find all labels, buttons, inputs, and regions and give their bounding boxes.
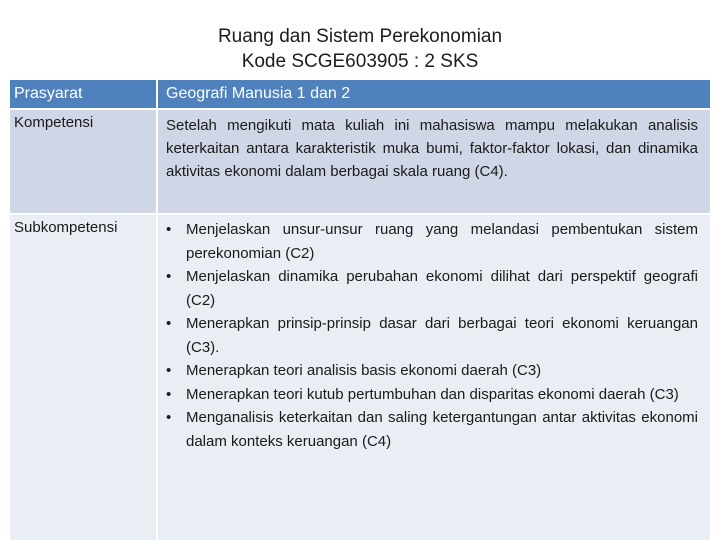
- list-item: [166, 312, 698, 359]
- list-item-text: Menjelaskan unsur-unsur ruang yang melandasi pembentukan sistem perekonomian (C2): [186, 221, 698, 262]
- row-label: Prasyarat: [14, 85, 83, 102]
- course-title: Ruang dan Sistem Perekonomian: [217, 26, 503, 47]
- table-row-subcompetency: [10, 215, 710, 540]
- list-item: [166, 359, 698, 383]
- page-title: [0, 24, 720, 74]
- table-row-prerequisite: [10, 80, 710, 108]
- list-item-text: Menganalisis keterkaitan dan saling ketergantungan antar aktivitas ekonomi dalam konteks keruangan (C4): [186, 409, 698, 450]
- subcompetency-list: [166, 215, 698, 453]
- list-item: [166, 218, 698, 265]
- course-code: Kode SCGE603905 : 2 SKS: [241, 51, 479, 72]
- list-item: [166, 383, 698, 407]
- row-label: Kompetensi: [14, 114, 94, 131]
- list-item-text: Menerapkan teori analisis basis ekonomi daerah (C3): [186, 362, 542, 379]
- bullet-icon: •: [166, 268, 172, 285]
- row-label: Subkompetensi: [14, 219, 118, 236]
- bullet-icon: •: [166, 221, 172, 238]
- list-item: [166, 265, 698, 312]
- list-item-text: Menjelaskan dinamika perubahan ekonomi dilihat dari perspektif geografi (C2): [186, 268, 698, 309]
- bullet-icon: •: [166, 315, 172, 332]
- list-item-text: Menerapkan prinsip-prinsip dasar dari berbagai teori ekonomi keruangan (C3).: [186, 315, 698, 356]
- row-value: [156, 215, 710, 540]
- course-table: [10, 80, 710, 540]
- table-row-competency: [10, 110, 710, 213]
- row-value: Setelah mengikuti mata kuliah ini mahasiswa mampu melakukan analisis keterkaitan antara karakteristik muka bumi, faktor-faktor lokasi, dan dinamika aktivitas ekonomi dalam berbagai skala ruang (C4).: [156, 110, 710, 213]
- list-item: [166, 406, 698, 453]
- list-item-text: Menerapkan teori kutub pertumbuhan dan disparitas ekonomi daerah (C3): [186, 385, 679, 403]
- bullet-icon: •: [166, 362, 172, 379]
- bullet-icon: •: [166, 385, 172, 403]
- bullet-icon: •: [166, 409, 172, 426]
- row-value: Geografi Manusia 1 dan 2: [156, 80, 710, 108]
